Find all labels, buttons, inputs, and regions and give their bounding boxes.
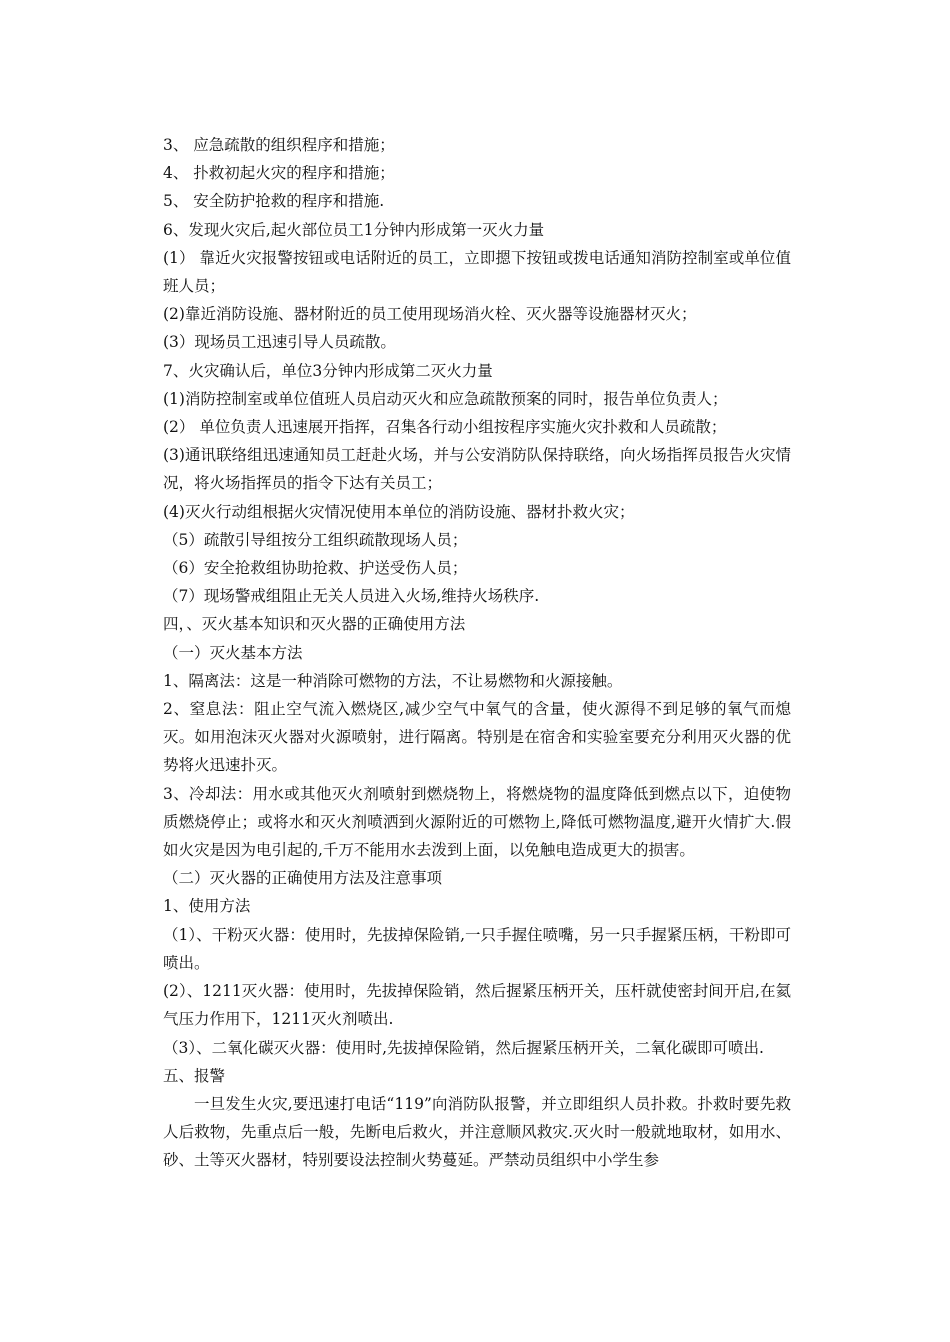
paragraph-6-sub-2: (2)靠近消防设施、器材附近的员工使用现场消火栓、灭火器等设施器材灭火； [163,305,697,324]
paragraph-6-sub-3: (3）现场员工迅速引导人员疏散。 [163,333,396,352]
paragraph-item-6-heading: 6、发现火灾后,起火部位员工1分钟内形成第一灭火力量 [163,220,545,239]
section-4-heading: 四，、灭火基本知识和灭火器的正确使用方法 [163,615,466,634]
paragraph-7-sub-1: (1)消防控制室或单位值班人员启动灭火和应急疏散预案的同时，报告单位负责人； [163,389,728,408]
section-5-heading: 五、报警 [163,1066,226,1085]
paragraph-7-sub-6: （6）安全抢救组协助抢救、护送受伤人员； [163,559,468,578]
paragraph-7-sub-3: (3)通讯联络组迅速通知员工赶赴火场，并与公安消防队保持联络，向火场指挥员报告火灾情况，将火场指挥员的指令下达有关员工； [163,446,791,493]
paragraph-item-7-heading: 7、火灾确认后，单位3分钟内形成第二灭火力量 [163,361,493,380]
method-isolation: 1、隔离法：这是一种消除可燃物的方法，不让易燃物和火源接触。 [163,671,623,690]
usage-heading: 1、使用方法 [163,897,251,916]
paragraph-7-sub-4: (4)灭火行动组根据火灾情况使用本单位的消防设施、器材扑救火灾； [163,502,635,521]
usage-dry-powder: （1）、干粉灭火器：使用时，先拔掉保险销,一只手握住喷嘴，另一只手握紧压柄，干粉即可喷出。 [163,925,791,972]
paragraph-item-5: 5、 安全防护抢救的程序和措施. [163,192,385,211]
usage-co2: （3）、二氧化碳灭火器：使用时,先拔掉保险销，然后握紧压柄开关，二氧化碳即可喷出. [163,1038,764,1057]
paragraph-item-4: 4、 扑救初起火灾的程序和措施； [163,164,395,183]
paragraph-7-sub-7: （7）现场警戒组阻止无关人员进入火场,维持火场秩序. [163,587,540,606]
subsection-1-heading: （一）灭火基本方法 [163,643,303,662]
paragraph-6-sub-1: (1） 靠近火灾报警按钮或电话附近的员工，立即摁下按钮或拨电话通知消防控制室或单位值班人员； [163,248,791,296]
usage-1211: (2）、1211灭火器：使用时，先拔掉保险销，然后握紧压柄开关，压杆就使密封间开启,在氦气压力作用下，1211灭火剂喷出. [163,982,791,1029]
paragraph-7-sub-2: (2） 单位负责人迅速展开指挥，召集各行动小组按程序实施火灾扑救和人员疏散； [163,418,727,437]
paragraph-7-sub-5: （5）疏散引导组按分工组织疏散现场人员； [163,530,468,549]
document-body [163,131,791,1175]
method-suffocation: 2、窒息法：阻止空气流入燃烧区,减少空气中氧气的含量，使火源得不到足够的氧气而熄灭。如用泡沫灭火器对火源喷射，进行隔离。特别是在宿舍和实验室要充分利用灭火器的优势将火迅速扑灭。 [163,700,791,775]
alarm-paragraph: 一旦发生火灾,要迅速打电话“119”向消防队报警，并立即组织人员扑救。扑救时要先救人后救物，先重点后一般，先断电后救火，并注意顺风救灾.灭火时一般就地取材，如用水、砂、土等灭火器材，特别要设法控制火势蔓延。严禁动员组织中小学生参 [163,1094,791,1170]
method-cooling: 3、冷却法：用水或其他灭火剂喷射到燃烧物上，将燃烧物的温度降低到燃点以下，迫使物质燃烧停止；或将水和灭火剂喷洒到火源附近的可燃物上,降低可燃物温度,避开火情扩大.假如火灾是因为电引起的,千万不能用水去泼到上面，以免触电造成更大的损害。 [163,784,791,860]
paragraph-item-3: 3、 应急疏散的组织程序和措施； [163,136,395,154]
subsection-2-heading: （二）灭火器的正确使用方法及注意事项 [163,869,443,888]
